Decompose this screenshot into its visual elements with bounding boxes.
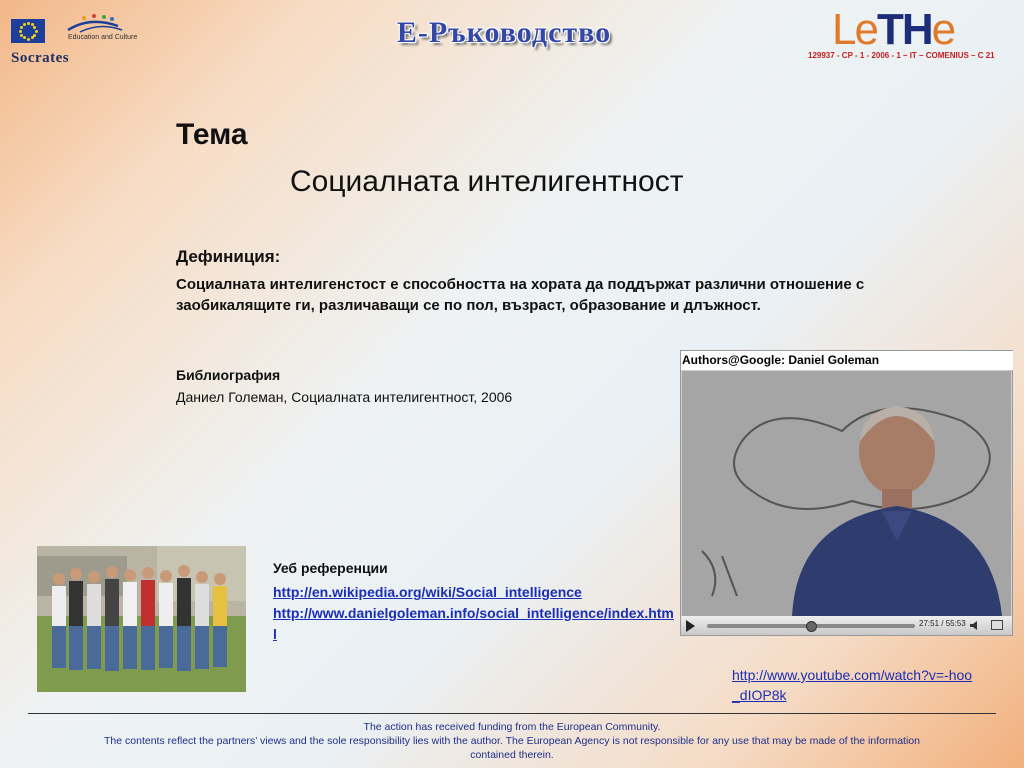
footer-line-1: The action has received funding from the European Community. (363, 721, 661, 733)
eu-star-icon (23, 23, 26, 26)
web-references-label: Уеб референции (273, 560, 388, 576)
time-readout: 27:51 / 55:53 (919, 619, 966, 628)
bibliography-text: Даниел Големан, Социалната интелигентност, 2006 (176, 389, 513, 405)
video-player[interactable] (680, 350, 1013, 636)
eu-star-icon (23, 36, 26, 39)
definition-text: Социалната интелигенстост е способността на хората да поддържат различни отношение с заобикалящите ги, различаващи се по пол, възраст, образование и длъжност. (176, 276, 865, 314)
web-references-list (273, 582, 675, 645)
eu-star-icon (19, 30, 22, 33)
youtube-link[interactable]: http://www.youtube.com/watch?v=-hoo_dIOP8k (732, 667, 973, 703)
group-photo (37, 546, 246, 692)
eu-star-icon (20, 26, 23, 29)
video-title[interactable]: Authors@Google: Daniel Goleman (681, 351, 1013, 370)
fullscreen-icon[interactable] (991, 620, 1003, 630)
volume-icon[interactable] (969, 620, 981, 631)
topic-label: Тема (176, 118, 248, 151)
socrates-logo-text: Socrates (11, 50, 70, 66)
lethe-logo: LeTHe (832, 5, 955, 54)
definition-label: Дефиниция: (176, 247, 281, 266)
play-icon[interactable] (686, 620, 695, 632)
eu-star-icon (27, 38, 30, 41)
eu-star-icon (33, 26, 36, 29)
footer-line-2: The contents reflect the partners’ views and the sole responsibility lies with the author. The European Agency is not responsible for any use that may be made of the information contained therein. (104, 735, 920, 761)
eu-star-icon (33, 34, 36, 37)
seek-handle[interactable] (806, 621, 817, 632)
eu-star-icon (35, 30, 38, 33)
project-code: 129937 - CP - 1 - 2006 - 1 – IT – COMENIUS – C 21 (808, 51, 995, 60)
web-reference-link[interactable]: http://en.wikipedia.org/wiki/Social_intelligence (273, 584, 582, 600)
bibliography-label: Библиография (176, 367, 281, 383)
eu-flag-logo (11, 19, 45, 43)
web-reference-link[interactable]: http://www.danielgoleman.info/social_intelligence/index.html (273, 605, 674, 642)
video-frame[interactable] (682, 371, 1011, 616)
topic-title: Социалната интелигентност (290, 165, 684, 198)
video-controls (681, 616, 1012, 635)
footer-divider (28, 713, 996, 714)
education-culture-text: Education and Culture (68, 34, 138, 41)
eu-star-icon (20, 34, 23, 37)
eu-star-icon (27, 22, 30, 25)
footer-disclaimer (90, 720, 934, 762)
seek-bar[interactable] (707, 624, 915, 628)
page-title: E-Ръководство (396, 16, 612, 49)
eu-star-icon (31, 36, 34, 39)
video-still-image (682, 371, 1011, 616)
